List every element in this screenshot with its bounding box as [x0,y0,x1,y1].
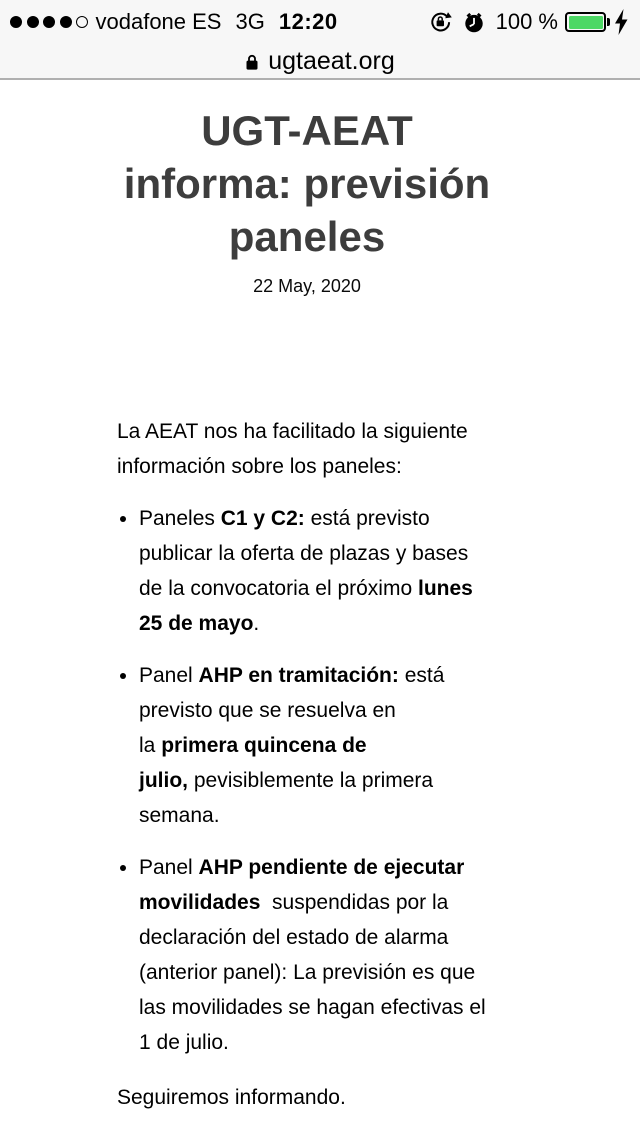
url-bar[interactable] [0,42,640,80]
title-line: paneles [228,213,386,260]
intro-paragraph: La AEAT nos ha facilitado la siguiente información sobre los paneles: [117,420,468,478]
list-item: • Panel AHP pendiente de ejecutar movilidades suspendidas por la declaración del estado de alarma (anterior panel): La previsión es que las movilidades se hagan efectivas el 1 de julio. [139,850,497,1060]
cell-signal-icon [10,16,93,28]
alarm-clock-icon [464,12,484,33]
bullet-list [117,501,497,1060]
clock-time: 12:20 [278,9,338,34]
article-body [117,414,497,1115]
battery-nub [607,18,610,26]
post-date: 22 May, 2020 [253,276,361,296]
title-line: UGT-AEAT [201,107,413,154]
network-type-label: 3G [235,9,265,34]
list-item: • Panel AHP en tramitación: está previsto que se resuelva en la primera quincena de julio, pevisiblemente la primera semana. [139,658,497,833]
status-bar [0,0,640,42]
outro-paragraph: Seguiremos informando. [117,1086,346,1109]
battery-fill [569,16,603,29]
list-item: • Paneles C1 y C2: está previsto publicar la oferta de plazas y bases de la convocatoria el próximo lunes 25 de mayo. [139,501,497,641]
rotation-lock-icon [429,11,452,33]
lock-icon [245,53,259,71]
title-line: informa: previsión [123,160,491,207]
charging-bolt-icon [615,9,628,35]
battery-percent: 100 % [495,9,558,34]
battery-icon [565,12,606,32]
url-domain: ugtaeat.org [268,46,395,75]
carrier-label: vodafone ES [95,9,222,34]
status-icons [429,9,628,35]
page-title [117,104,497,263]
web-page-content [0,80,640,1115]
safari-top-bar [0,0,640,80]
